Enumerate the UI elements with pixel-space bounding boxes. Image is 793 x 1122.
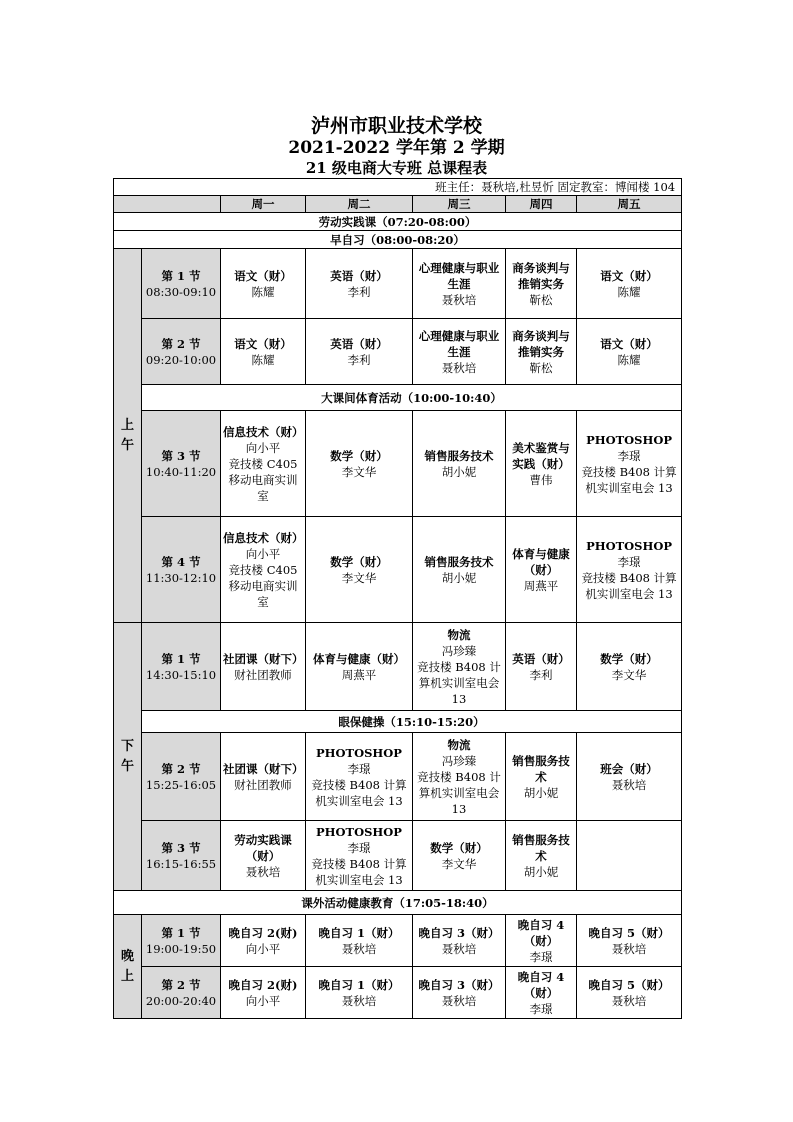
course-name: 晚自习 2(财) [228, 925, 298, 940]
period-time: 16:15-16:55 [145, 856, 217, 871]
course-name: 心理健康与职业生涯 [418, 260, 500, 291]
teacher-name: 聂秋培 [611, 993, 647, 1008]
course-cell [506, 249, 577, 319]
table-row [114, 385, 682, 411]
course-name: 销售服务技术 [512, 753, 570, 784]
band-break-exercise: 大课间体育活动（10:00-10:40） [142, 385, 682, 411]
day-header: 周四 [506, 196, 577, 213]
teacher-name: 聂秋培 [441, 292, 477, 307]
room-name: 竞技楼 B408 计算机实训室电会 13 [417, 659, 501, 706]
course-cell [577, 967, 682, 1019]
course-cell [506, 821, 577, 891]
course-cell [306, 411, 413, 517]
period-cell [142, 249, 221, 319]
course-name: 信息技术（财） [223, 530, 304, 545]
course-name: 销售服务技术 [424, 448, 494, 463]
course-cell [221, 517, 306, 623]
course-cell [577, 319, 682, 385]
teacher-name: 李利 [347, 352, 371, 367]
table-row [114, 319, 682, 385]
table-row [114, 249, 682, 319]
period-cell [142, 821, 221, 891]
table-row [114, 623, 682, 711]
period-time: 08:30-09:10 [145, 284, 217, 299]
teacher-name: 李文华 [611, 667, 647, 682]
course-name: 晚自习 1（财） [318, 925, 400, 940]
course-cell [506, 517, 577, 623]
half-am: 上午 [114, 249, 142, 623]
teacher-name: 向小平 [245, 993, 281, 1008]
course-cell [221, 967, 306, 1019]
course-cell [506, 733, 577, 821]
course-cell [413, 517, 506, 623]
teacher-name: 向小平 [245, 440, 281, 455]
course-cell [577, 517, 682, 623]
teacher-name: 周燕平 [523, 578, 559, 593]
table-row [114, 891, 682, 915]
teacher-name: 李文华 [341, 464, 377, 479]
course-name: 晚自习 2(财) [228, 977, 298, 992]
teacher-name: 靳松 [529, 360, 553, 375]
course-name: 数学（财） [430, 840, 488, 855]
course-cell [577, 915, 682, 967]
course-cell [221, 733, 306, 821]
teacher-name: 周燕平 [341, 667, 377, 682]
period-name: 第 2 节 [161, 761, 201, 776]
teacher-name: 聂秋培 [341, 941, 377, 956]
course-name: 社团课（财下） [223, 651, 304, 666]
teacher-name: 聂秋培 [441, 360, 477, 375]
course-cell [221, 623, 306, 711]
teacher-name: 聂秋培 [611, 941, 647, 956]
teacher-name: 陈耀 [617, 352, 641, 367]
day-header: 周五 [577, 196, 682, 213]
period-name: 第 1 节 [161, 925, 201, 940]
course-name: 晚自习 4（财） [517, 917, 565, 948]
course-name: 信息技术（财） [223, 424, 304, 439]
course-name: 晚自习 5（财） [588, 977, 670, 992]
course-cell [577, 411, 682, 517]
period-cell [142, 517, 221, 623]
course-cell [413, 821, 506, 891]
course-name: 心理健康与职业生涯 [418, 328, 500, 359]
course-name: 物流 [447, 627, 471, 642]
course-cell [506, 915, 577, 967]
teacher-name: 聂秋培 [611, 777, 647, 792]
course-cell [306, 623, 413, 711]
course-name: 晚自习 5（财） [588, 925, 670, 940]
teacher-name: 李文华 [341, 570, 377, 585]
period-cell [142, 623, 221, 711]
teacher-name: 李璟 [529, 1001, 553, 1016]
course-cell [306, 821, 413, 891]
course-name: 商务谈判与推销实务 [512, 260, 570, 291]
period-time: 09:20-10:00 [145, 352, 217, 367]
room-name: 竞技楼 C405 移动电商实训室 [228, 456, 298, 503]
course-name: 语文（财） [600, 336, 658, 351]
table-row [114, 517, 682, 623]
band-labor: 劳动实践课（07:20-08:00） [114, 213, 682, 231]
period-time: 20:00-20:40 [145, 993, 217, 1008]
course-cell [221, 915, 306, 967]
period-cell [142, 319, 221, 385]
course-name: PHOTOSHOP [316, 745, 402, 760]
period-name: 第 2 节 [161, 336, 201, 351]
teacher-name: 李璟 [529, 949, 553, 964]
teacher-name: 聂秋培 [245, 864, 281, 879]
period-name: 第 3 节 [161, 448, 201, 463]
course-name: 晚自习 3（财） [418, 925, 500, 940]
period-time: 10:40-11:20 [145, 464, 217, 479]
course-cell [506, 623, 577, 711]
school-title: 泸州市职业技术学校 [310, 115, 482, 137]
teacher-name: 陈耀 [251, 352, 275, 367]
period-name: 第 2 节 [161, 977, 201, 992]
period-cell [142, 411, 221, 517]
class-title: 21 级电商大专班 总课程表 [305, 159, 488, 177]
course-cell [306, 319, 413, 385]
day-header: 周二 [306, 196, 413, 213]
course-name: 数学（财） [600, 651, 658, 666]
teacher-name: 向小平 [245, 941, 281, 956]
course-name: 语文（财） [234, 268, 292, 283]
course-name: 销售服务技术 [424, 554, 494, 569]
period-name: 第 1 节 [161, 268, 201, 283]
period-time: 15:25-16:05 [145, 777, 217, 792]
table-row [114, 821, 682, 891]
period-name: 第 4 节 [161, 554, 201, 569]
table-row [114, 231, 682, 249]
table-row [114, 196, 682, 213]
room-name: 竞技楼 C405 移动电商实训室 [228, 562, 298, 609]
table-row [114, 711, 682, 733]
band-extracurricular: 课外活动健康教育（17:05-18:40） [114, 891, 682, 915]
teacher-name: 陈耀 [617, 284, 641, 299]
room-name: 竞技楼 B408 计算机实训室电会 13 [311, 777, 407, 808]
teacher-name: 胡小妮 [523, 864, 559, 879]
course-cell [413, 915, 506, 967]
period-cell [142, 915, 221, 967]
table-row [114, 915, 682, 967]
course-name: PHOTOSHOP [316, 824, 402, 839]
half-eve: 晚上 [114, 915, 142, 1019]
course-cell [221, 249, 306, 319]
day-header: 周一 [221, 196, 306, 213]
course-cell [413, 623, 506, 711]
teacher-name: 冯珍臻 [441, 643, 477, 658]
period-time: 14:30-15:10 [145, 667, 217, 682]
course-name: 体育与健康（财） [313, 651, 405, 666]
course-cell [506, 967, 577, 1019]
band-morning-study: 早自习（08:00-08:20） [114, 231, 682, 249]
schedule-table [113, 178, 682, 1019]
day-header: 周三 [413, 196, 506, 213]
term-title: 2021-2022 学年第 2 学期 [288, 138, 505, 158]
course-cell [221, 319, 306, 385]
course-cell [577, 821, 682, 891]
period-name: 第 3 节 [161, 840, 201, 855]
course-cell [221, 821, 306, 891]
teacher-name: 胡小妮 [441, 570, 477, 585]
course-name: 晚自习 3（财） [418, 977, 500, 992]
period-name: 第 1 节 [161, 651, 201, 666]
table-row [114, 179, 682, 196]
table-row [114, 411, 682, 517]
course-cell [413, 967, 506, 1019]
teacher-name: 李璟 [347, 761, 371, 776]
course-name: 劳动实践课（财） [234, 832, 292, 863]
teacher-name: 靳松 [529, 292, 553, 307]
course-name: 社团课（财下） [223, 761, 304, 776]
teacher-name: 财社团教师 [234, 667, 292, 682]
period-time: 11:30-12:10 [145, 570, 217, 585]
teacher-name: 李璟 [617, 554, 641, 569]
band-eye-exercise: 眼保健操（15:10-15:20） [142, 711, 682, 733]
teacher-name: 聂秋培 [441, 941, 477, 956]
course-name: 美术鉴赏与实践（财） [512, 440, 570, 471]
header-corner [114, 196, 221, 213]
course-cell [413, 319, 506, 385]
course-cell [506, 411, 577, 517]
half-pm: 下午 [114, 623, 142, 891]
course-cell [306, 517, 413, 623]
course-name: 销售服务技术 [512, 832, 570, 863]
course-name: 物流 [447, 737, 471, 752]
period-cell [142, 733, 221, 821]
course-cell [221, 411, 306, 517]
teacher-name: 李文华 [441, 856, 477, 871]
course-name: 英语（财） [512, 651, 570, 666]
table-row [114, 213, 682, 231]
course-cell [306, 967, 413, 1019]
teacher-name: 向小平 [245, 546, 281, 561]
table-row [114, 967, 682, 1019]
course-name: 语文（财） [234, 336, 292, 351]
teacher-name: 聂秋培 [441, 993, 477, 1008]
course-name: 数学（财） [330, 554, 388, 569]
teacher-name: 李璟 [347, 840, 371, 855]
course-name: 体育与健康（财） [512, 546, 570, 577]
course-cell [306, 915, 413, 967]
course-cell [306, 733, 413, 821]
course-cell [577, 733, 682, 821]
course-name: PHOTOSHOP [586, 432, 673, 447]
course-name: 晚自习 1（财） [318, 977, 400, 992]
course-name: PHOTOSHOP [586, 538, 673, 553]
course-cell [506, 319, 577, 385]
course-cell [413, 411, 506, 517]
course-cell [413, 733, 506, 821]
teacher-name: 李利 [347, 284, 371, 299]
table-row [114, 733, 682, 821]
teacher-name: 胡小妮 [523, 785, 559, 800]
teacher-name: 胡小妮 [441, 464, 477, 479]
teacher-name: 李璟 [617, 448, 641, 463]
class-info: 班主任：聂秋培,杜昱忻 固定教室：博闻楼 104 [114, 179, 682, 196]
period-cell [142, 967, 221, 1019]
course-cell [306, 249, 413, 319]
course-cell [413, 249, 506, 319]
teacher-name: 曹伟 [529, 472, 553, 487]
teacher-name: 陈耀 [251, 284, 275, 299]
teacher-name: 李利 [529, 667, 553, 682]
course-name: 商务谈判与推销实务 [512, 328, 570, 359]
course-name: 数学（财） [330, 448, 388, 463]
teacher-name: 冯珍臻 [441, 753, 477, 768]
course-cell [577, 249, 682, 319]
room-name: 竞技楼 B408 计算机实训室电会 13 [311, 856, 407, 887]
teacher-name: 财社团教师 [234, 777, 292, 792]
teacher-name: 聂秋培 [341, 993, 377, 1008]
room-name: 竞技楼 B408 计算机实训室电会 13 [417, 769, 501, 816]
course-cell [577, 623, 682, 711]
room-name: 竞技楼 B408 计算机实训室电会 13 [581, 570, 677, 601]
course-name: 英语（财） [330, 336, 388, 351]
course-name: 晚自习 4（财） [517, 969, 565, 1000]
course-name: 班会（财） [600, 761, 658, 776]
course-name: 语文（财） [600, 268, 658, 283]
room-name: 竞技楼 B408 计算机实训室电会 13 [581, 464, 677, 495]
course-name: 英语（财） [330, 268, 388, 283]
period-time: 19:00-19:50 [145, 941, 217, 956]
